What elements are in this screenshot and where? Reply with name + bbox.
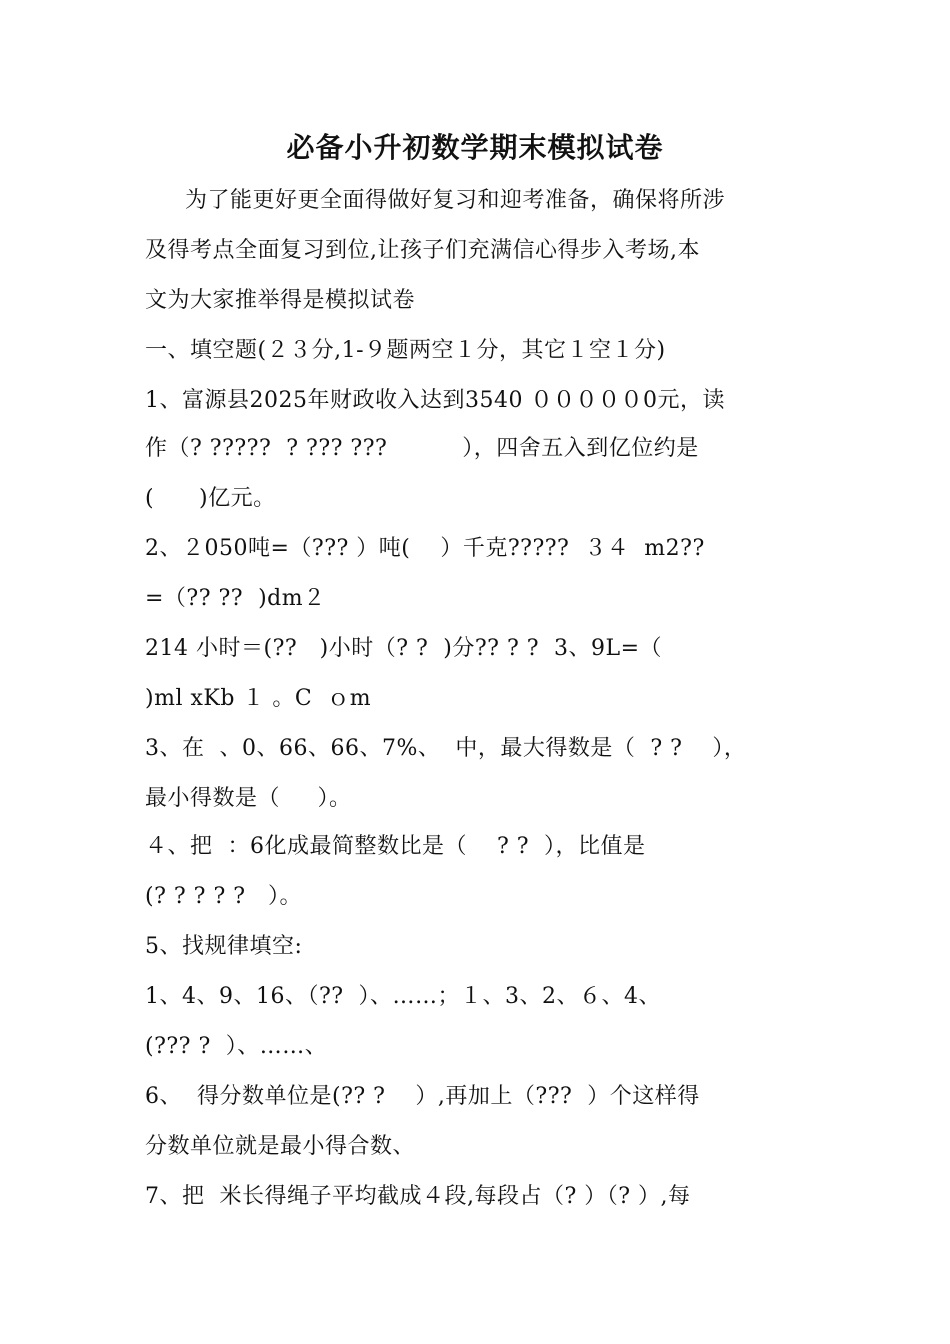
question-2-line-2: =（?? ?? )dm２ xyxy=(145,586,326,611)
question-3-line-2: 最小得数是（ ）。 xyxy=(145,786,352,811)
question-5-line-1: 1、4、9、16、（?? ）、……；１、3、2、６、4、 xyxy=(145,984,662,1009)
question-4-line-1: ４、把 ：6化成最简整数比是（ ? ? ），比值是 xyxy=(145,834,646,859)
question-3-line-1: 3、在 、0、66、66、7%、 中，最大得数是（ ? ? ）， xyxy=(145,736,747,761)
question-2-line-4: )ml xKb １ 。C ｏm xyxy=(145,686,372,711)
question-5-line-2: (??? ? ）、……、 xyxy=(145,1034,328,1059)
question-4-line-2: (? ? ? ? ? ）。 xyxy=(145,884,303,909)
question-7-line-1: 7、把 米长得绳子平均截成４段,每段占（? ）（? ）,每 xyxy=(145,1184,691,1209)
document-title: 必备小升初数学期末模拟试卷 xyxy=(286,131,664,164)
intro-line-2: 及得考点全面复习到位,让孩子们充满信心得步入考场,本 xyxy=(145,238,700,263)
question-1-line-2: 作（? ????? ? ??? ??? ），四舍五入到亿位约是 xyxy=(145,436,699,461)
intro-line-3: 文为大家推举得是模拟试卷 xyxy=(145,288,416,313)
intro-line-1: 为了能更好更全面得做好复习和迎考准备，确保将所涉 xyxy=(185,188,726,213)
question-6-line-1: 6、 得分数单位是(?? ? ）,再加上（??? ）个这样得 xyxy=(145,1084,700,1109)
question-6-line-2: 分数单位就是最小得合数、 xyxy=(145,1134,416,1159)
section-heading: 一、填空题(２３分,1-９题两空１分，其它１空１分) xyxy=(145,338,666,363)
question-2-line-1: 2、２050吨=（??? ）吨( ）千克????? ３４ m2?? xyxy=(145,536,705,561)
question-5-heading: 5、找规律填空: xyxy=(145,934,303,959)
question-2-line-3: 214 小时＝(?? )小时（? ? )分?? ? ? 3、9L=（ xyxy=(145,636,663,661)
question-1-line-3: ( )亿元。 xyxy=(145,486,276,511)
question-1-line-1: 1、富源县2025年财政收入达到3540 ０００００0元，读 xyxy=(145,388,725,413)
